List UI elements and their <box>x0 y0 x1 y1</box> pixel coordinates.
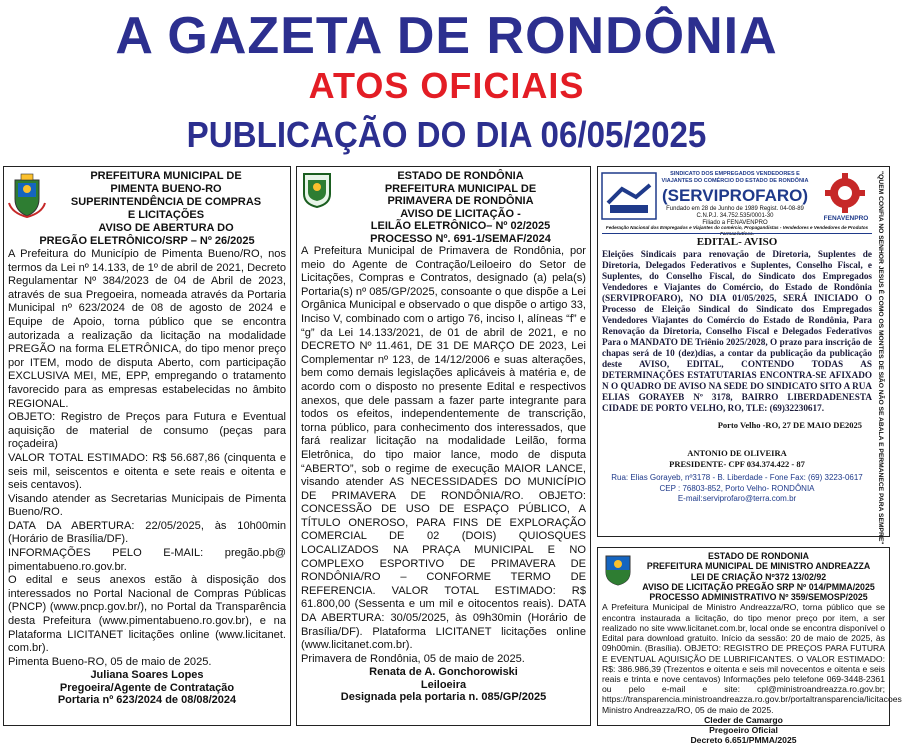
signer-role: PRESIDENTE- CPF 034.374.422 - 87 <box>669 459 805 469</box>
notice-object: OBJETO: Registro de Preços para Futura e Eventual aquisição de material de consumo (peças para roçadeira) <box>8 411 286 451</box>
creation-law: LEI DE CRIAÇÃO Nº372 13/02/92 <box>690 571 827 582</box>
signer-name: Renata de A. Gonchorowiski <box>369 666 518 679</box>
signer-role: Pregoeiro Oficial <box>709 724 778 735</box>
dept-name-2: E LICITAÇÕES <box>127 209 205 221</box>
notice-title: AVISO DE ABERTURA DO <box>98 222 234 234</box>
notice-place-date: Porto Velho -RO, 27 DE MAIO DE2025 <box>717 420 862 430</box>
bible-verse-sidebar: "QUEM CONFIA NO SENHOR JESUS É COMO OS MONTES DE SIÃO NÃO SE ABALA E PERMANECE PARA SEMPRE" <box>877 171 884 545</box>
notice-title: EDITAL- AVISO <box>696 236 778 248</box>
notice-place-date: Primavera de Rondônia, 05 de maio de 2025. <box>301 652 525 665</box>
signer-act: Designada pela portaria n. 085/GP/2025 <box>340 691 547 704</box>
org-name: PREFEITURA MUNICIPAL DE <box>90 170 242 182</box>
union-zip: CEP : 76803-852, Porto Velho- RONDÔNIA <box>659 483 815 493</box>
notice-place-date: Pimenta Bueno-RO, 05 de maio de 2025. <box>8 655 212 668</box>
notice-paragraph: A Prefeitura do Município de Pimenta Bueno/RO, nos termos da Lei nº 14.133, de 1º de abril de 2021, Decreto Regulamentar Nº 384/2023 de 04 de Abril de 2023, através de sua Pregoeira, nomeada através da Portaria Municipal nº 623/2024 de 08 de agosto de 2024 e Equipe de Apoio, torna público que se encontra autorizada a realização da licitação na modalidade PREGÃO na forma ELETRÔNICA, do tipo menor preço por ITEM, modo de disputa Aberto, com participação EXCLUSIVA MEI, ME, EPP, empregando o tratamento favorecido para as empresas estabelecidas no âmbito REGIONAL. <box>8 248 286 410</box>
signer-act: Portaria nº 623/2024 de 08/08/2024 <box>57 694 237 707</box>
notice-opening-date: DATA DA ABERTURA: 22/05/2025, às 10h00min (Horário de Brasília/DF). <box>8 519 286 546</box>
municipal-crest-icon <box>302 172 332 208</box>
notice-number: LEILÃO ELETRÔNICO– Nº 02/2025 <box>370 220 551 232</box>
notice-title: AVISO DE LICITAÇÃO PREGÃO SRP Nº 014/PMMA/2025 <box>642 581 875 592</box>
signer-name: Juliana Soares Lopes <box>90 669 204 682</box>
notice-contact: INFORMAÇÕES PELO E-MAIL: pregão.pb@ pimentabueno.ro.gov.br. <box>8 547 286 573</box>
signer-act: Decreto 6.651/PMMA/2025 <box>690 734 797 745</box>
union-email: E-mail:serviprofaro@terra.com.br <box>677 494 797 503</box>
org-city: PRIMAVERA DE RONDÔNIA <box>387 195 534 207</box>
signer-name: ANTONIO DE OLIVEIRA <box>687 448 787 458</box>
notice-target: Visando atender as Secretarias Municipais de Pimenta Bueno/RO. <box>8 492 286 519</box>
org-city: PIMENTA BUENO-RO <box>110 183 222 195</box>
federation-logo-label: FENAVENPRO <box>823 215 869 222</box>
handshake-logo-icon <box>602 173 656 219</box>
signer-name: Cleder de Camargo <box>704 714 783 725</box>
union-cnpj: C.N.P.J. 34.752.535/0001-30 <box>696 213 774 219</box>
municipal-crest-icon <box>604 554 632 586</box>
notice-number: PREGÃO ELETRÔNICO/SRP – Nº 26/2025 <box>39 235 255 247</box>
signer-role: Pregoeira/Agente de Contratação <box>59 681 235 694</box>
notice-ministro-andreazza <box>597 547 902 745</box>
newspaper-title: A GAZETA DE RONDÔNIA <box>115 7 778 65</box>
state-name: ESTADO DE RONDONIA <box>707 551 809 561</box>
notice-availability: O edital e seus anexos estão à disposição dos interessados no Portal Nacional de Compras Públicas (PNCP) (www.pncp.gov.br/), no Portal da Transparência desta Prefeitura (www.pimentabueno.ro.gov.br), e na Plataforma LICITANET licitações online (www.licitanet. com.br). <box>8 574 286 655</box>
notice-paragraph: A Prefeitura Municipal de Primavera de Rondônia, por meio do Agente de Contração/Leiloeiro do Setor de Licitações, Compras e Contratos, designado (a) pela(s) Portaria(s) nº 085/GP/2025, consoante o que dispõe a Lei Orgânica Municipal e observado o que dispõe o artigo 33, Inciso V, combinado com o artigo 76, inciso I, alíneas “f” e “g” da Lei 14.133/2021, de 01 de abril de 2021, e no DECRETO Nº 11.461, DE 31 DE MARÇO DE 2023, Lei Complementar nº 123, de 14/12/2006 e suas alterações, bem como demais legislações aplicáveis à matéria e, de acordo com o disposto no presente Edital e respectivos anexos, que dele passam a fazer parte integrante para todos os efeitos, independentemente de transcrição, torna público, para conhecimento dos interessados, que fará realizar licitação na modalidade Leilão, forma Eletrônica, do tipo maior lance, modo de disputa “ABERTO”, sob o regime de execução MAIOR LANCE, visando atender AS NECESSIDADES DO MUNICÍPIO DE PRIMAVERA DE RONDÔNIA/RO. OBJETO: CONCESSÃO DE USO DE ESPAÇO PÚBLICO, A TÍTULO ONEROSO, PARA FINS DE EXPLORAÇÃO COMERCIAL DE 02 (DOIS) QUIOSQUES LOCALIZADOS NA PRAÇA MUNICIPAL E NO COMPLEXO ESPORTIVO DE PRIMAVERA DE RONDÔNIA/RO – CONFORME TERMO DE REFERENCIA. VALOR TOTAL ESTIMADO: R$ 61.800,00 (Sessenta e um mil e oitocentos reais). DATA DA ABERTURA: 30/05/2025, às 09h30min (Horário de Brasília/DF). Plataforma LICITANET licitações online (www.licitanet.com.br). <box>301 245 586 652</box>
divider <box>602 233 872 234</box>
notice-paragraph: Eleições Sindicais para renovação de Diretoria, Suplentes de Diretoria, Delegados Federativos e Suplentes, Conselho Fiscal, e Suplentes, do Conselho Fiscal, do Sindicato dos Empregados Vendedores e Viajantes do Comércio, do Estado de Rondônia (SERVIPROFARO), NO DIA 01/05/2025, SERÁ INICIADO O Processo de Eleição Sindical do Sindicato dos Empregados Vendedores Viajantes do Comércio do Estado de Rondônia, Para Renovação da Diretoria, Conselho Fiscal e Delegados Federativos Para o MANDATO DE Triênio 2025/2028, O prazo para inscrição de chapas será de 10 (dez)dias, a contar da publicação da publicação deste AVISO, EDITAL, CONTENDO TODAS AS DETERMINAÇÕES ESTATUTARIAS ENCONTRA-SE AFIXADO N O QUADRO DE AVISO NA SEDE DO SINDICATO SITO A RUA ELIAS GORAYEB Nº 3178, BAIRRO LIBERDADENESTA CIDADE DE PORTO VELHO, RO, TLE: (69)32230617. <box>602 249 872 413</box>
notice-paragraph: A Prefeitura Municipal de Ministro Andreazza/RO, torna público que se encontra instaurada a licitação, do tipo menor preço por item, a ser realizado no site www.licitanet.com.br, local onde se encontra disponível o Edital para download gratuito. Início da sessão: 20 de maio de 2025, às 09h00min. (Brasília). OBJETO: REGISTRO DE PREÇOS PARA FUTURA E EVENTUAL AQUISIÇÃO DE LUBRIFICANTES. O VALOR ESTIMADO: R$: 386.986,39 (Trezentos e oitenta e seis mil novecentos e oitenta e seis reais e trinta e nove centavos) Informações pelo telefone 069-3448-2361 ou pelo e-mail e site: cpl@ministroandreazza.ro.gov.br; https://transparencia.ministroandreazza.ro.gov.br/portaltransparencia/licitacoes <box>602 602 902 705</box>
notice-pimenta-bueno <box>3 166 291 726</box>
union-affiliation: Filiado a FENAVENPRO <box>702 220 768 226</box>
notice-value: VALOR TOTAL ESTIMADO: R$ 56.687,86 (cinquenta e seis mil, seiscentos e oitenta e sete reais e oitenta e seis centavos). <box>8 451 286 492</box>
gear-logo-icon <box>822 173 868 213</box>
dept-name: SUPERINTENDÊNCIA DE COMPRAS <box>70 196 262 208</box>
process-number: PROCESSO ADMINISTRATIVO Nº 359/SEMOSP/2025 <box>649 592 868 603</box>
notice-title: AVISO DE LICITAÇÃO - <box>400 207 521 220</box>
union-full-name: SINDICATO DOS EMPREGADOS VENDEDORES E VIAJANTES DO COMÉRCIO DO ESTADO DE RONDÔNIA <box>661 171 809 184</box>
org-name: PREFEITURA MUNICIPAL DE <box>384 182 537 195</box>
notice-serviprofaro <box>597 166 890 545</box>
coat-of-arms-icon <box>8 173 46 219</box>
process-number: PROCESSO Nº. 691-1/SEMAF/2024 <box>370 232 551 245</box>
signer-role: Leiloeira <box>420 678 467 691</box>
notice-place-date: Ministro Andreazza/RO, 05 de maio de 2025. <box>602 704 774 715</box>
federation-name: Federação Nacional dos Empregados e Viajantes do comércio, Propagandistas - Vendedores e Vendedores de Produtos Farmacêuticos. <box>605 225 869 236</box>
union-brand: (SERVIPROFARO) <box>661 186 809 205</box>
publication-date: PUBLICAÇÃO DO DIA 06/05/2025 <box>186 114 707 155</box>
union-address: Rua: Elias Gorayeb, nº3178 - B. Liberdade - Fone Fax: (69) 3223-0617 <box>611 473 863 482</box>
state-name: ESTADO DE RONDÔNIA <box>397 170 524 182</box>
org-name: PREFEITURA MUNICIPAL DE MINISTRO ANDREAZZA <box>646 561 871 572</box>
section-title: ATOS OFICIAIS <box>308 65 585 106</box>
union-founded: Fundado em 28 de Junho de 1989 Regist. 04-08-89 <box>666 206 804 212</box>
notice-primavera <box>296 166 591 726</box>
